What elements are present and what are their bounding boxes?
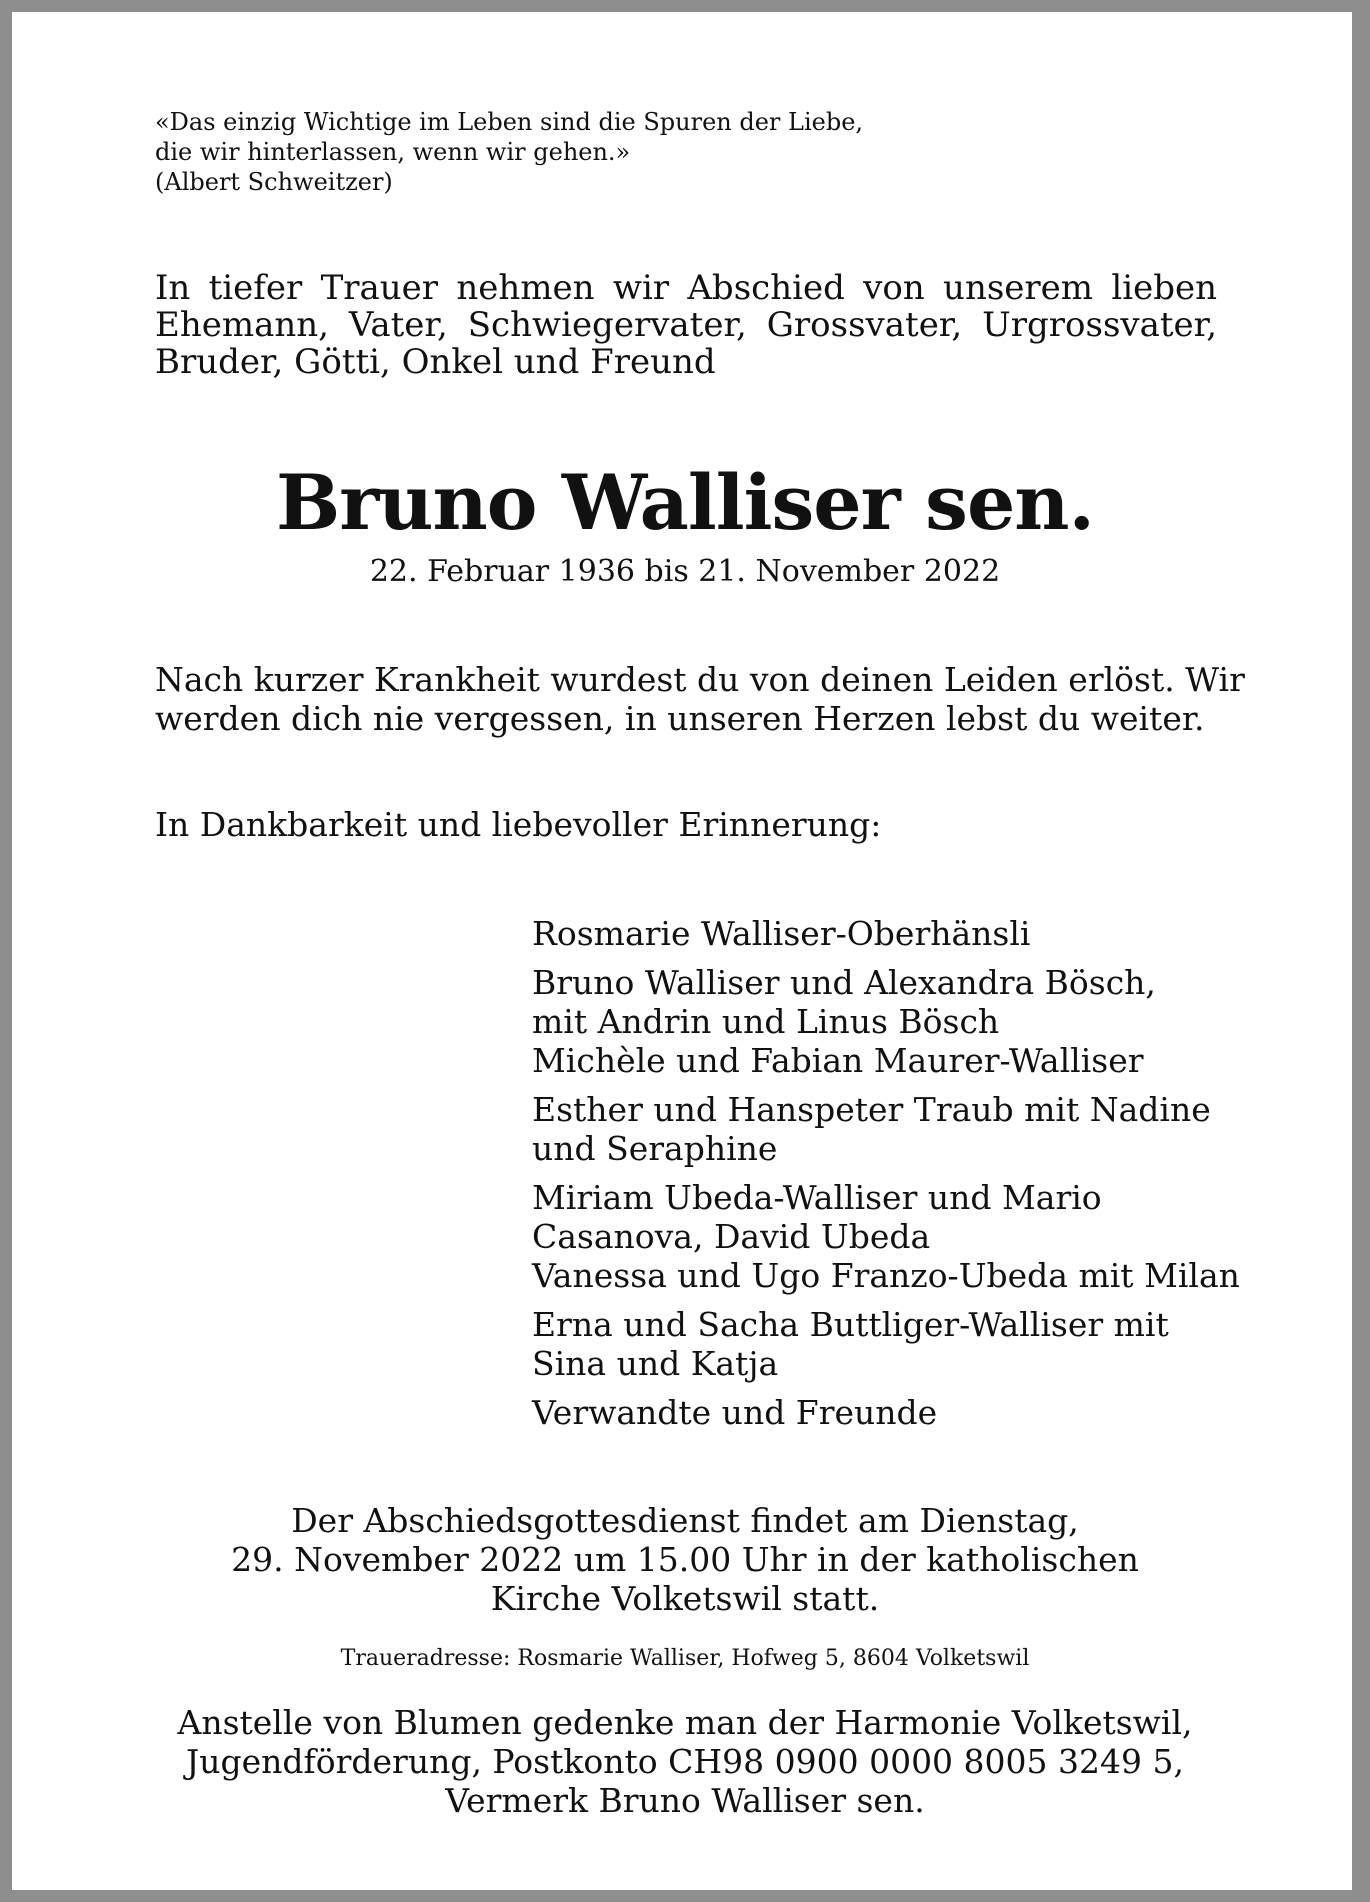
intro-line: Ehemann, Vater, Schwiegervater, Grossvater, Urgrossvater, [155,305,1217,345]
intro-line: In tiefer Trauer nehmen wir Abschied von unserem lieben [155,268,1217,308]
mourner-entry: Rosmarie Walliser-Oberhänsli [532,914,1031,953]
message-text: Nach kurzer Krankheit wurdest du von deinen Leiden erlöst. Wir werden dich nie vergessen, in unseren Herzen lebst du weiter. [155,660,1245,738]
mourner-entry: Esther und Hanspeter Traub mit Nadine und Seraphine [532,1090,1211,1168]
gratitude-line: In Dankbarkeit und liebevoller Erinnerung: [155,805,882,844]
quote: «Das einzig Wichtige im Leben sind die Spuren der Liebe, die wir hinterlassen, wenn wir gehen.» (Albert Schweitzer) [155,108,864,196]
mourner-entry: Verwandte und Freunde [532,1393,938,1432]
obituary-page [12,12,1352,1890]
deceased-name: Bruno Walliser sen. [275,458,1095,547]
mourner-entry: Erna und Sacha Buttliger-Walliser mit Sina und Katja [532,1305,1169,1383]
mourners-list [532,914,1240,1442]
intro-line: Bruder, Götti, Onkel und Freund [155,342,716,382]
service-announcement: Der Abschiedsgottesdienst findet am Dienstag, 29. November 2022 um 15.00 Uhr in der katholischen Kirche Volketswil statt. [231,1501,1139,1618]
donation-note: Anstelle von Blumen gedenke man der Harmonie Volketswil, Jugendförderung, Postkonto CH98 0900 0000 8005 3249 5, Vermerk Bruno Walliser sen. [177,1703,1193,1820]
mourning-address: Traueradresse: Rosmarie Walliser, Hofweg 5, 8604 Volketswil [340,1646,1030,1671]
intro-text [155,270,1217,381]
life-dates: 22. Februar 1936 bis 21. November 2022 [369,554,1001,589]
mourner-entry: Miriam Ubeda-Walliser und Mario Casanova, David Ubeda Vanessa und Ugo Franzo-Ubeda mit Milan [532,1178,1240,1295]
mourner-entry: Bruno Walliser und Alexandra Bösch, mit Andrin und Linus Bösch Michèle und Fabian Maurer-Walliser [532,963,1156,1080]
